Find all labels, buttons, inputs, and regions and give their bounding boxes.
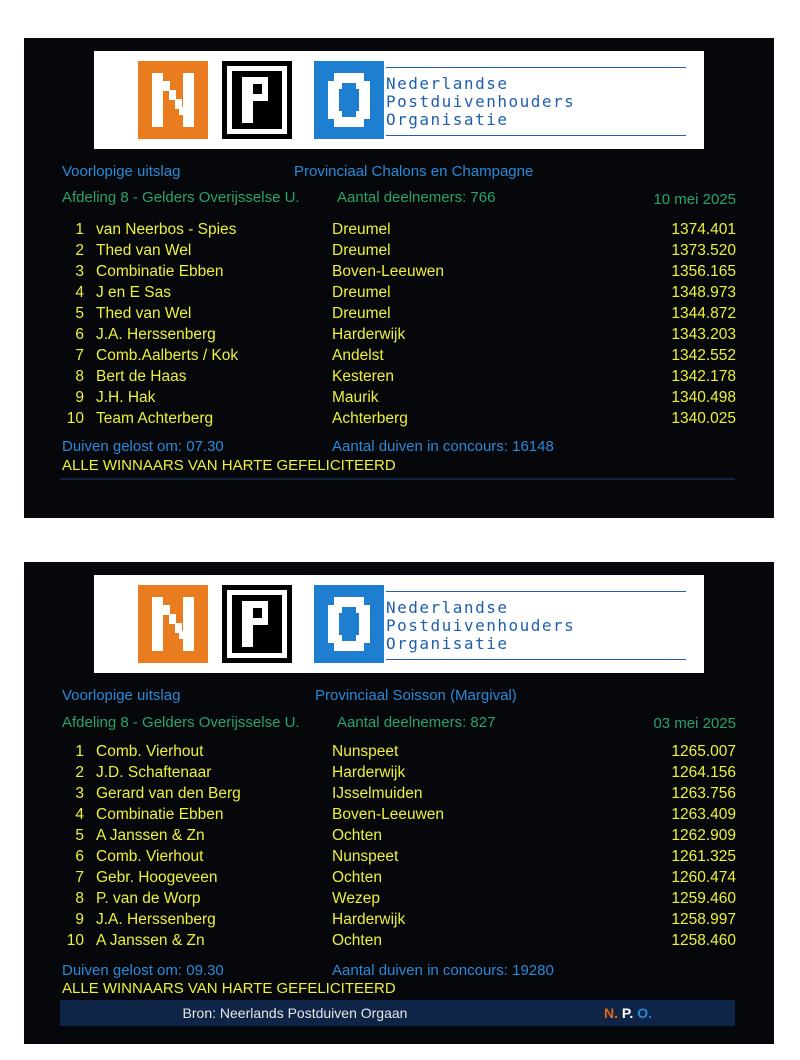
npo-mark-p: P. (621, 1005, 634, 1021)
place: Kesteren (332, 368, 395, 385)
table-row (24, 804, 774, 825)
rank: 2 (75, 242, 84, 259)
score: 1258.997 (671, 911, 736, 928)
letter-p-tile (222, 61, 292, 139)
race-date: 10 mei 2025 (653, 191, 736, 208)
place: Achterberg (332, 410, 408, 427)
race-title: Provinciaal Soisson (Margival) (315, 687, 517, 704)
score: 1260.474 (671, 869, 736, 886)
table-row (24, 261, 774, 282)
rank: 9 (75, 389, 84, 406)
fancier-name: A Janssen & Zn (96, 827, 205, 844)
npo-mark (604, 1004, 652, 1022)
score: 1259.460 (671, 890, 736, 907)
rank: 4 (75, 806, 84, 823)
letter-o-icon (314, 61, 384, 139)
score: 1342.552 (671, 347, 736, 364)
table-row (24, 741, 774, 762)
status-label: Voorlopige uitslag (62, 163, 181, 180)
npo-logo (94, 51, 704, 149)
table-row (24, 762, 774, 783)
table-row (24, 888, 774, 909)
pigeons-count: Aantal duiven in concours: 19280 (332, 962, 554, 979)
place: IJsselmuiden (332, 785, 423, 802)
participants-count: Aantal deelnemers: 827 (337, 714, 496, 731)
rank: 2 (75, 764, 84, 781)
rank: 1 (75, 743, 84, 760)
letter-p-icon (222, 61, 292, 139)
score: 1264.156 (671, 764, 736, 781)
fancier-name: Comb. Vierhout (96, 848, 204, 865)
table-row (24, 909, 774, 930)
letter-n-tile (138, 585, 208, 663)
letter-o-tile (314, 61, 384, 139)
fancier-name: J.A. Herssenberg (96, 911, 216, 928)
table-row (24, 783, 774, 804)
fancier-name: Bert de Haas (96, 368, 187, 385)
results-panel-2 (24, 562, 774, 1044)
status-label: Voorlopige uitslag (62, 687, 181, 704)
rank: 10 (66, 932, 84, 949)
score: 1348.973 (671, 284, 736, 301)
rank: 10 (66, 410, 84, 427)
fancier-name: Combinatie Ebben (96, 263, 224, 280)
org-name-line-2: Postduivenhouders (386, 616, 576, 635)
rank: 5 (75, 827, 84, 844)
rank: 4 (75, 284, 84, 301)
race-title: Provinciaal Chalons en Champagne (294, 163, 534, 180)
fancier-name: Gerard van den Berg (96, 785, 241, 802)
fancier-name: Gebr. Hoogeveen (96, 869, 218, 886)
table-row (24, 303, 774, 324)
table-row (24, 846, 774, 867)
congrats-message: ALLE WINNAARS VAN HARTE GEFELICITEERD (62, 980, 396, 997)
fancier-name: Thed van Wel (96, 242, 192, 259)
rank: 3 (75, 263, 84, 280)
score: 1263.409 (671, 806, 736, 823)
score: 1356.165 (671, 263, 736, 280)
results-panel-1 (24, 38, 774, 518)
place: Andelst (332, 347, 384, 364)
place: Nunspeet (332, 848, 399, 865)
table-row (24, 825, 774, 846)
org-name-line-3: Organisatie (386, 634, 509, 653)
fancier-name: Team Achterberg (96, 410, 214, 427)
fancier-name: van Neerbos - Spies (96, 221, 237, 238)
letter-p-icon (222, 585, 292, 663)
place: Dreumel (332, 284, 391, 301)
org-name-line-3: Organisatie (386, 110, 509, 129)
source-bar (60, 1000, 735, 1026)
place: Ochten (332, 827, 382, 844)
table-row (24, 324, 774, 345)
place: Dreumel (332, 221, 391, 238)
letter-n-tile (138, 61, 208, 139)
congrats-message: ALLE WINNAARS VAN HARTE GEFELICITEERD (62, 457, 396, 474)
score: 1344.872 (671, 305, 736, 322)
fancier-name: J.D. Schaftenaar (96, 764, 212, 781)
score: 1340.025 (671, 410, 736, 427)
score: 1374.401 (671, 221, 736, 238)
released-time: Duiven gelost om: 07.30 (62, 438, 224, 455)
table-row (24, 366, 774, 387)
table-row (24, 282, 774, 303)
score: 1262.909 (671, 827, 736, 844)
org-rule-top (386, 591, 686, 592)
letter-n-icon (138, 585, 208, 663)
place: Nunspeet (332, 743, 399, 760)
place: Maurik (332, 389, 379, 406)
fancier-name: Comb. Vierhout (96, 743, 204, 760)
fancier-name: A Janssen & Zn (96, 932, 205, 949)
letter-n-icon (138, 61, 208, 139)
score: 1340.498 (671, 389, 736, 406)
npo-mark-n: N. (604, 1005, 618, 1021)
rank: 9 (75, 911, 84, 928)
place: Ochten (332, 932, 382, 949)
score: 1261.325 (671, 848, 736, 865)
table-row (24, 408, 774, 429)
rank: 1 (75, 221, 84, 238)
source-label: Bron: Neerlands Postduiven Orgaan (182, 1005, 408, 1021)
org-name-line-1: Nederlandse (386, 598, 509, 617)
place: Boven-Leeuwen (332, 806, 445, 823)
place: Harderwijk (332, 326, 406, 343)
fancier-name: P. van de Worp (96, 890, 201, 907)
letter-p-tile (222, 585, 292, 663)
rank: 8 (75, 890, 84, 907)
place: Dreumel (332, 242, 391, 259)
rank: 7 (75, 869, 84, 886)
fancier-name: Thed van Wel (96, 305, 192, 322)
rank: 5 (75, 305, 84, 322)
score: 1373.520 (671, 242, 736, 259)
place: Wezep (332, 890, 380, 907)
pigeons-count: Aantal duiven in concours: 16148 (332, 438, 554, 455)
fancier-name: Combinatie Ebben (96, 806, 224, 823)
fancier-name: J.H. Hak (96, 389, 156, 406)
rank: 6 (75, 326, 84, 343)
org-rule-top (386, 67, 686, 68)
fancier-name: Comb.Aalberts / Kok (96, 347, 239, 364)
score: 1342.178 (671, 368, 736, 385)
place: Ochten (332, 869, 382, 886)
rank: 8 (75, 368, 84, 385)
score: 1265.007 (671, 743, 736, 760)
org-name (386, 599, 575, 653)
org-rule-bottom (386, 659, 686, 660)
place: Boven-Leeuwen (332, 263, 445, 280)
division-label: Afdeling 8 - Gelders Overijsselse U. (62, 189, 300, 206)
division-label: Afdeling 8 - Gelders Overijsselse U. (62, 714, 300, 731)
participants-count: Aantal deelnemers: 766 (337, 189, 496, 206)
table-row (24, 387, 774, 408)
letter-o-icon (314, 585, 384, 663)
place: Harderwijk (332, 911, 406, 928)
score: 1258.460 (671, 932, 736, 949)
race-date: 03 mei 2025 (653, 715, 736, 732)
npo-mark-o: O. (637, 1005, 652, 1021)
table-row (24, 219, 774, 240)
place: Harderwijk (332, 764, 406, 781)
footer-bar (60, 478, 735, 480)
table-row (24, 345, 774, 366)
score: 1343.203 (671, 326, 736, 343)
rank: 7 (75, 347, 84, 364)
npo-logo (94, 575, 704, 673)
org-name-line-2: Postduivenhouders (386, 92, 576, 111)
table-row (24, 867, 774, 888)
org-name (386, 75, 575, 129)
score: 1263.756 (671, 785, 736, 802)
rank: 6 (75, 848, 84, 865)
fancier-name: J.A. Herssenberg (96, 326, 216, 343)
letter-o-tile (314, 585, 384, 663)
org-rule-bottom (386, 135, 686, 136)
table-row (24, 930, 774, 951)
released-time: Duiven gelost om: 09.30 (62, 962, 224, 979)
rank: 3 (75, 785, 84, 802)
table-row (24, 240, 774, 261)
place: Dreumel (332, 305, 391, 322)
org-name-line-1: Nederlandse (386, 74, 509, 93)
fancier-name: J en E Sas (96, 284, 171, 301)
